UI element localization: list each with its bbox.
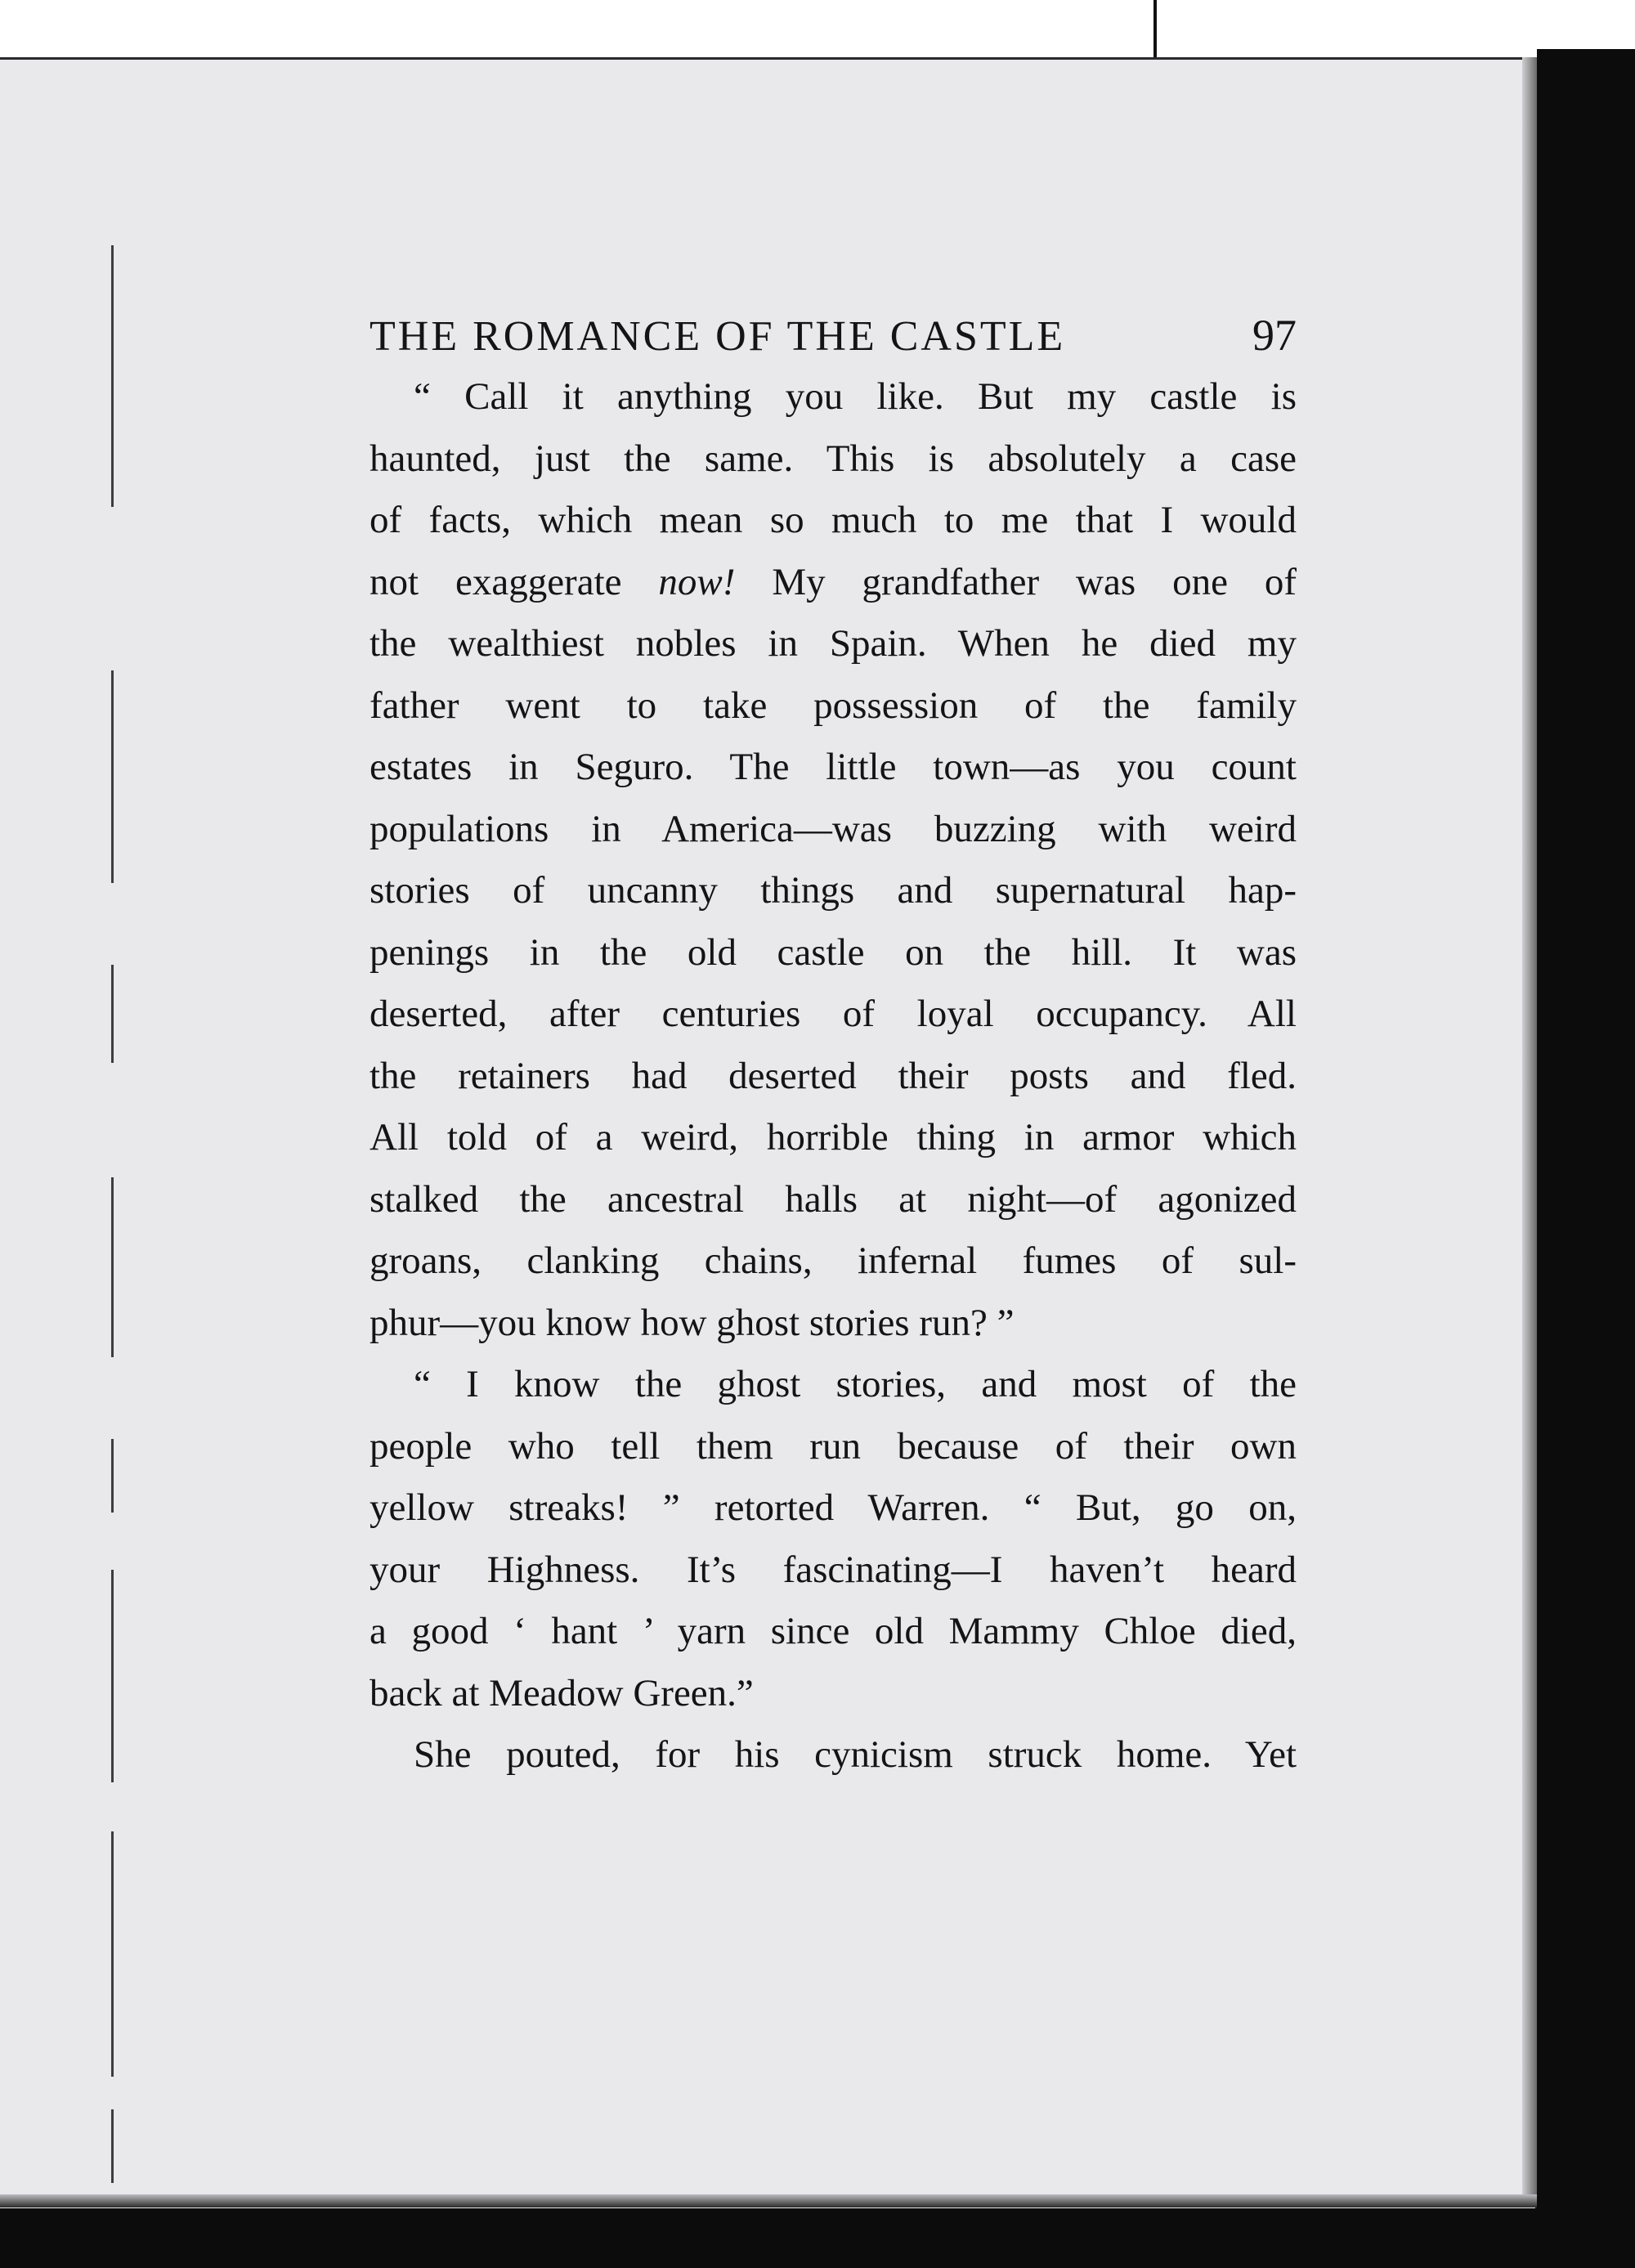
page-bottom-edge [0,2194,1537,2207]
page-number: 97 [1252,311,1297,360]
text-line [370,552,1297,614]
body-text [370,366,1297,1786]
text-line: the retainers had deserted their posts and fled. [370,1054,1297,1097]
text-line: “ I know the ghost stories, and most of the [414,1363,1297,1405]
page-right-edge [1522,57,1537,2206]
text-line: a good ‘ hant ’ yarn since old Mammy Chloe died, [370,1610,1297,1652]
text-segment: not exaggerate [370,560,659,603]
running-head-title: THE ROMANCE OF THE CASTLE [370,313,1066,360]
text-line: stalked the ancestral halls at night—of agonized [370,1177,1297,1221]
text-line: deserted, after centuries of loyal occupancy. All [370,993,1297,1035]
italic-emphasis: now! [658,560,736,603]
page-text-block [370,311,1297,1786]
text-line: She pouted, for his cynicism struck home. Yet [414,1733,1297,1776]
running-head [370,311,1297,361]
scan-artifact-mark [1153,0,1157,57]
text-line: stories of uncanny things and supernatural hap- [370,869,1297,912]
text-line: your Highness. It’s fascinating—I haven’t heard [370,1548,1297,1591]
text-line: groans, clanking chains, infernal fumes of sul- [370,1239,1297,1282]
scan-background-right [1537,49,1635,2268]
text-segment: My grandfather was one of [735,560,1297,603]
binding-gutter-marks [111,213,116,2191]
text-line: back at Meadow Green.” [370,1671,754,1714]
text-line: All told of a weird, horrible thing in armor which [370,1116,1297,1159]
text-line: penings in the old castle on the hill. It was [370,930,1297,974]
text-line: father went to take possession of the family [370,684,1297,727]
scan-background-bottom [0,2207,1635,2268]
scan-background-top [0,0,1635,59]
text-line: estates in Seguro. The little town—as you count [370,746,1297,788]
text-line: the wealthiest nobles in Spain. When he died my [370,622,1297,665]
text-line: haunted, just the same. This is absolutely a case [370,437,1297,480]
text-line: yellow streaks! ” retorted Warren. “ But, go on, [370,1486,1297,1529]
text-line: people who tell them run because of their own [370,1424,1297,1468]
text-line: phur—you know how ghost stories run? ” [370,1301,1015,1344]
text-line: populations in America—was buzzing with weird [370,807,1297,850]
text-line: of facts, which mean so much to me that I would [370,499,1297,541]
text-line: “ Call it anything you like. But my castle is [414,375,1297,418]
